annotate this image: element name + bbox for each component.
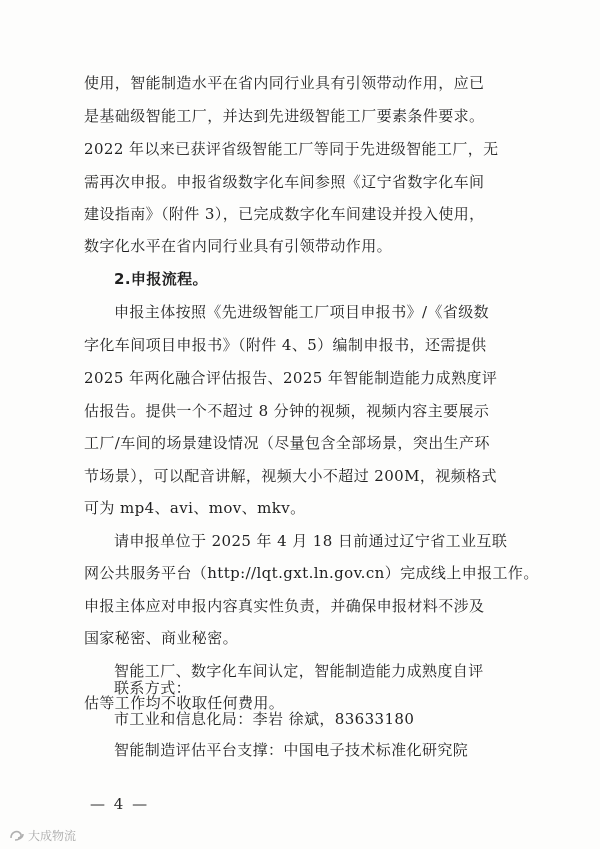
- body-line-3: 2022 年以来已获评省级智能工厂等同于先进级智能工厂，无: [84, 140, 499, 158]
- body-line-17: 国家秘密、商业秘密。: [84, 629, 239, 647]
- body-line-12: 节场景），可以配音讲解，视频大小不超过 200M，视频格式: [84, 467, 497, 485]
- body-line-10: 估报告。提供一个不超过 8 分钟的视频，视频内容主要展示: [84, 402, 490, 420]
- body-line-9: 2025 年两化融合评估报告、2025 年智能制造能力成熟度评: [84, 369, 498, 387]
- body-line-1: 使用，智能制造水平在省内同行业具有引领带动作用，应已: [84, 74, 485, 92]
- contact-label: 联系方式：: [114, 679, 192, 697]
- body-line-4: 需再次申报。申报省级数字化车间参照《辽宁省数字化车间: [84, 173, 485, 191]
- body-line-8: 字化车间项目申报书》（附件 4、5）编制申报书，还需提供: [84, 336, 487, 354]
- contact-platform: 智能制造评估平台支撑：中国电子技术标准化研究院: [114, 741, 469, 759]
- body-line-14: 请申报单位于 2025 年 4 月 18 日前通过辽宁省工业互联: [114, 532, 508, 550]
- body-line-2: 是基础级智能工厂，并达到先进级智能工厂要素条件要求。: [84, 107, 485, 125]
- body-line-5: 建设指南》（附件 3），已完成数字化车间建设并投入使用，: [84, 205, 485, 223]
- contact-bureau: 市工业和信息化局：李岩 徐斌，83633180: [114, 710, 415, 728]
- body-line-7: 申报主体按照《先进级智能工厂项目申报书》/《省级数: [114, 303, 490, 321]
- body-line-19: 估等工作均不收取任何费用。: [84, 694, 285, 712]
- watermark: [8, 826, 76, 844]
- watermark-text: 大成物流: [28, 828, 77, 843]
- page-number: — 4 —: [90, 795, 150, 813]
- body-line-13: 可为 mp4、avi、mov、mkv。: [84, 499, 306, 517]
- body-line-11: 工厂/车间的场景建设情况（尽量包含全部场景，突出生产环: [84, 434, 490, 452]
- body-line-16: 申报主体应对申报内容真实性负责，并确保申报材料不涉及: [84, 597, 485, 615]
- watermark-logo-icon: [8, 828, 26, 842]
- body-line-18: 智能工厂、数字化车间认定，智能制造能力成熟度自评: [114, 662, 484, 680]
- section-heading: 2.申报流程。: [114, 270, 208, 288]
- body-line-6: 数字化水平在省内同行业具有引领带动作用。: [84, 237, 393, 255]
- body-line-15: 网公共服务平台（http://lqt.gxt.ln.gov.cn）完成线上申报工作。: [84, 564, 539, 582]
